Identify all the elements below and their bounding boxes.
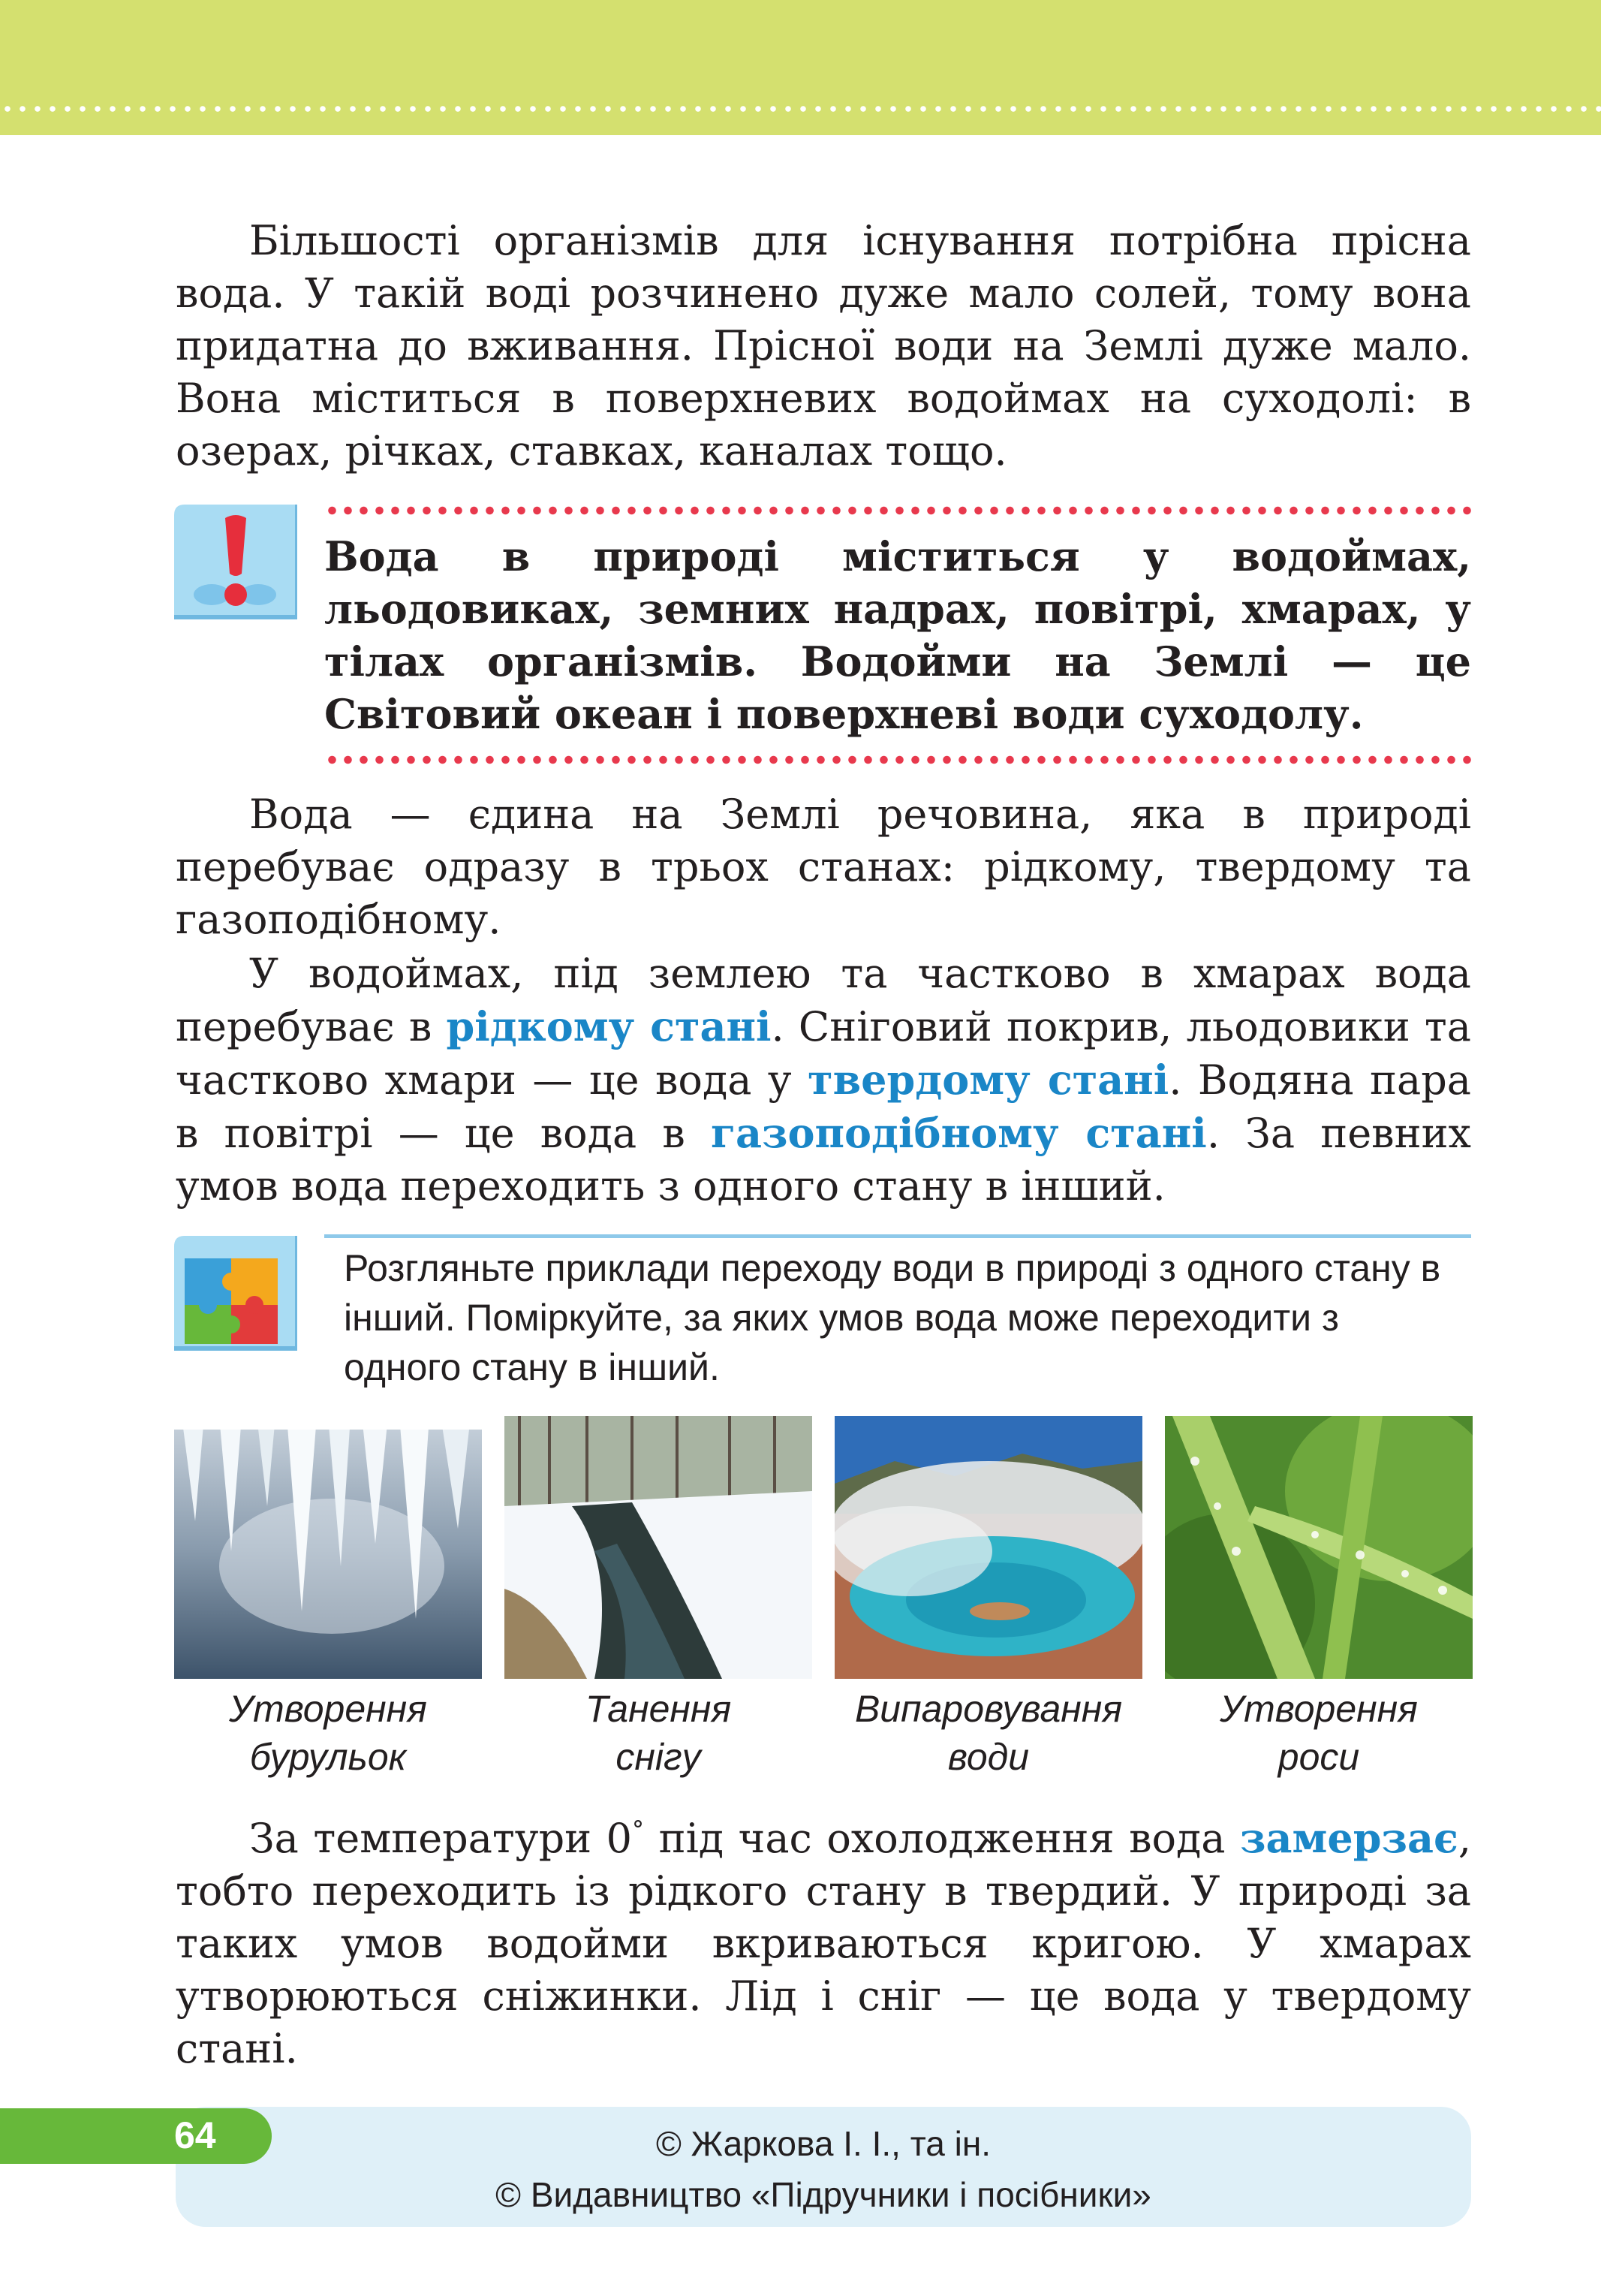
photo-dew-formation (1165, 1416, 1473, 1679)
paragraph-fresh-water: Більшості організмів для існування потрібна прісна вода. У такій воді розчинено дуже мало солей, тому вона придатна до вживання. Прісної води на Землі дуже мало. Вона міститься в поверхневих водоймах на суходолі: в озерах, річках, ставках, каналах тощо. (176, 217, 1471, 475)
caption-dew-formation: Утворення роси (1220, 1688, 1418, 1778)
photo-icicles (174, 1416, 482, 1679)
paragraph-freezing: За температури 0° під час охолодження вода замерзає, тобто переходить із рідкого стану в твердий. У природі за таких умов водойми вкриваються кригою. У хмарах утворюються сніжинки. Лід і сніг — це вода у твердому стані. (176, 1814, 1471, 2072)
header-band (0, 0, 1601, 135)
caption-icicles: Утворення бурульок (229, 1688, 427, 1778)
important-box-bottom-border (324, 755, 1473, 764)
footer-publisher: © Видавництво «Підручники і посібники» (495, 2175, 1151, 2214)
important-box-text: Вода в природі міститься у водоймах, льодовиках, земних надрах, повітрі, хмарах, у тілах організмів. Водойми на Землі — це Світовий океан і поверхневі води суходолу. (324, 532, 1471, 738)
paragraph-states-in-nature: У водоймах, під землею та частково в хмарах вода перебуває в рідкому стані. Сніговий покрив, льодовики та частково хмари — це вода у твердому стані. Водяна пара в повітрі — це вода в газоподібному стані. За певних умов вода переходить з одного стану в інший. (176, 950, 1472, 1210)
term-solid-state: твердому стані (808, 1056, 1169, 1104)
photo-melting-snow (504, 1416, 812, 1679)
task-box-top-border (324, 1234, 1471, 1238)
term-freezes: замерзає (1240, 1814, 1458, 1862)
header-dotted-line (0, 105, 1601, 113)
caption-melting-snow: Танення снігу (585, 1688, 732, 1778)
caption-water-evaporation: Випаровування води (854, 1688, 1123, 1778)
degree-sign: ° (632, 1815, 645, 1844)
term-gaseous-state: газоподібному стані (710, 1109, 1207, 1157)
important-box-top-border (324, 506, 1473, 515)
footer-authors: © Жаркова І. І., та ін. (655, 2124, 992, 2163)
photo-water-evaporation (835, 1416, 1142, 1679)
paragraph-three-states: Вода — єдина на Землі речовина, яка в природі перебуває одразу в трьох станах: рідкому, твердому та газоподібному. (176, 791, 1471, 943)
exclamation-icon (174, 505, 297, 623)
page-number: 64 (174, 2114, 216, 2156)
term-liquid-state: рідкому стані (446, 1002, 772, 1050)
task-box-text: Розгляньте приклади переходу води в природі з одного стану в інший. Поміркуйте, за яких умов вода може переходити з одного стану в інший. (344, 1247, 1441, 1388)
puzzle-icon (174, 1236, 297, 1354)
